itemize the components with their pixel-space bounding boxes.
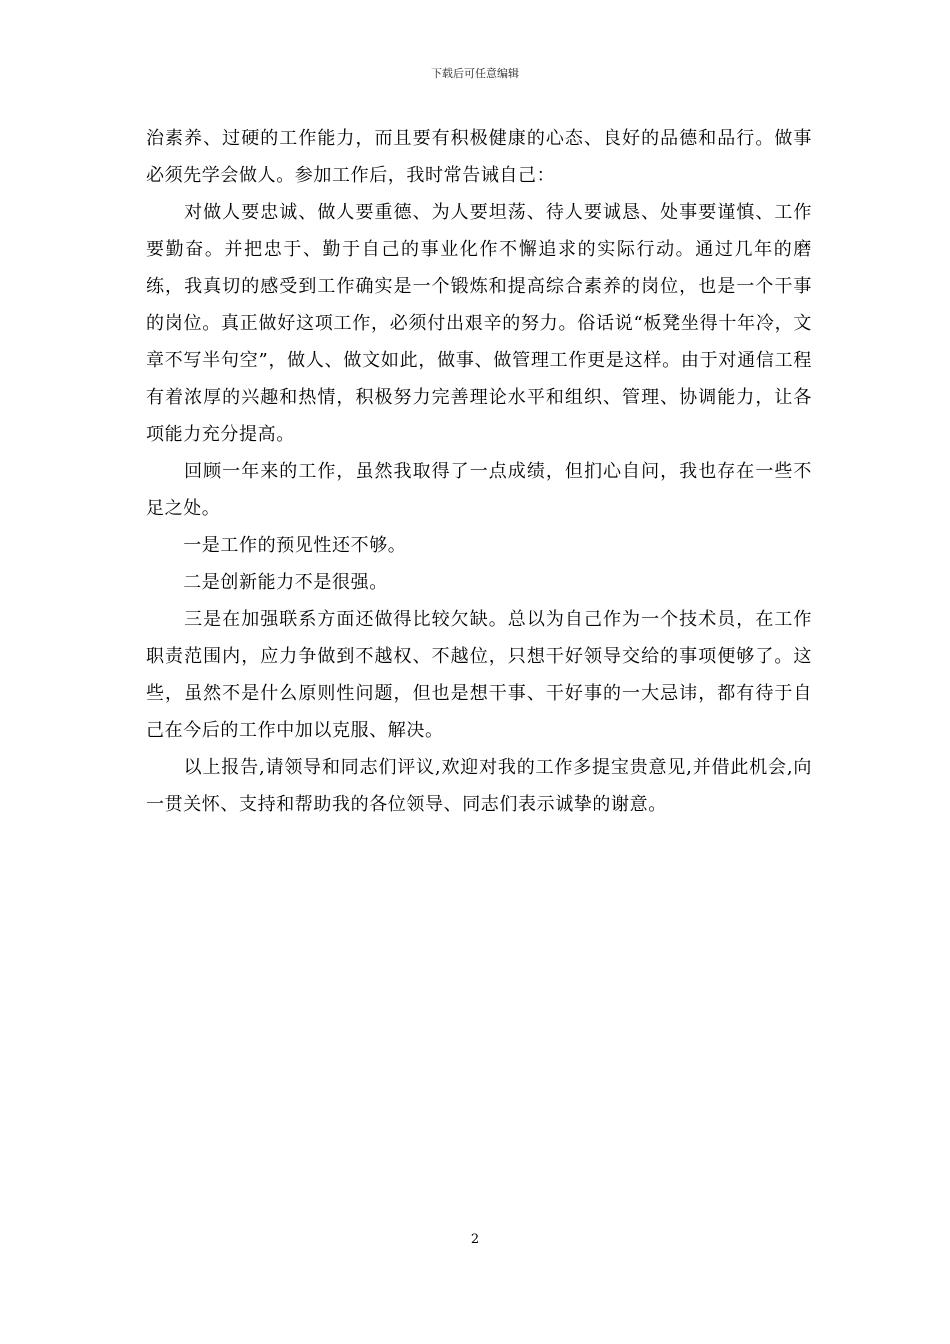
body-paragraph: 二是创新能力不是很强。	[146, 572, 388, 593]
page-number: 2	[470, 1232, 480, 1247]
page-header: 下载后可任意编辑	[431, 67, 519, 80]
body-paragraph: 对做人要忠诚、做人要重德、为人要坦荡、待人要诚恳、处事要谨慎、工作要勤奋。并把忠于、勤于自己的事业化作不懈追求的实际行动。通过几年的磨练，我真切的感受到工作确实是一个锻炼和提高综合素养的岗位，也是一个干事的岗位。真正做好这项工作，必须付出艰辛的努力。俗话说“板凳坐得十年冷，文章不写半句空”，做人、做文如此，做事、做管理工作更是这样。由于对通信工程有着浓厚的兴趣和热情，积极努力完善理论水平和组织、管理、协调能力，让各项能力充分提高。	[146, 202, 812, 445]
body-paragraph: 回顾一年来的工作，虽然我取得了一点成绩，但扪心自问，我也存在一些不足之处。	[146, 461, 812, 519]
body-paragraph: 治素养、过硬的工作能力，而且要有积极健康的心态、良好的品德和品行。做事必须先学会做人。参加工作后，我时常告诫自己：	[146, 128, 812, 186]
body-paragraph: 一是工作的预见性还不够。	[146, 535, 407, 556]
body-paragraph: 三是在加强联系方面还做得比较欠缺。总以为自己作为一个技术员，在工作职责范围内，应力争做到不越权、不越位，只想干好领导交给的事项便够了。这些，虽然不是什么原则性问题，但也是想干事、干好事的一大忌讳，都有待于自己在今后的工作中加以克服、解决。	[146, 609, 812, 741]
body-paragraph: 以上报告,请领导和同志们评议,欢迎对我的工作多提宝贵意见,并借此机会,向一贯关怀、支持和帮助我的各位领导、同志们表示诚挚的谢意。	[146, 757, 812, 815]
document-body	[146, 120, 812, 823]
